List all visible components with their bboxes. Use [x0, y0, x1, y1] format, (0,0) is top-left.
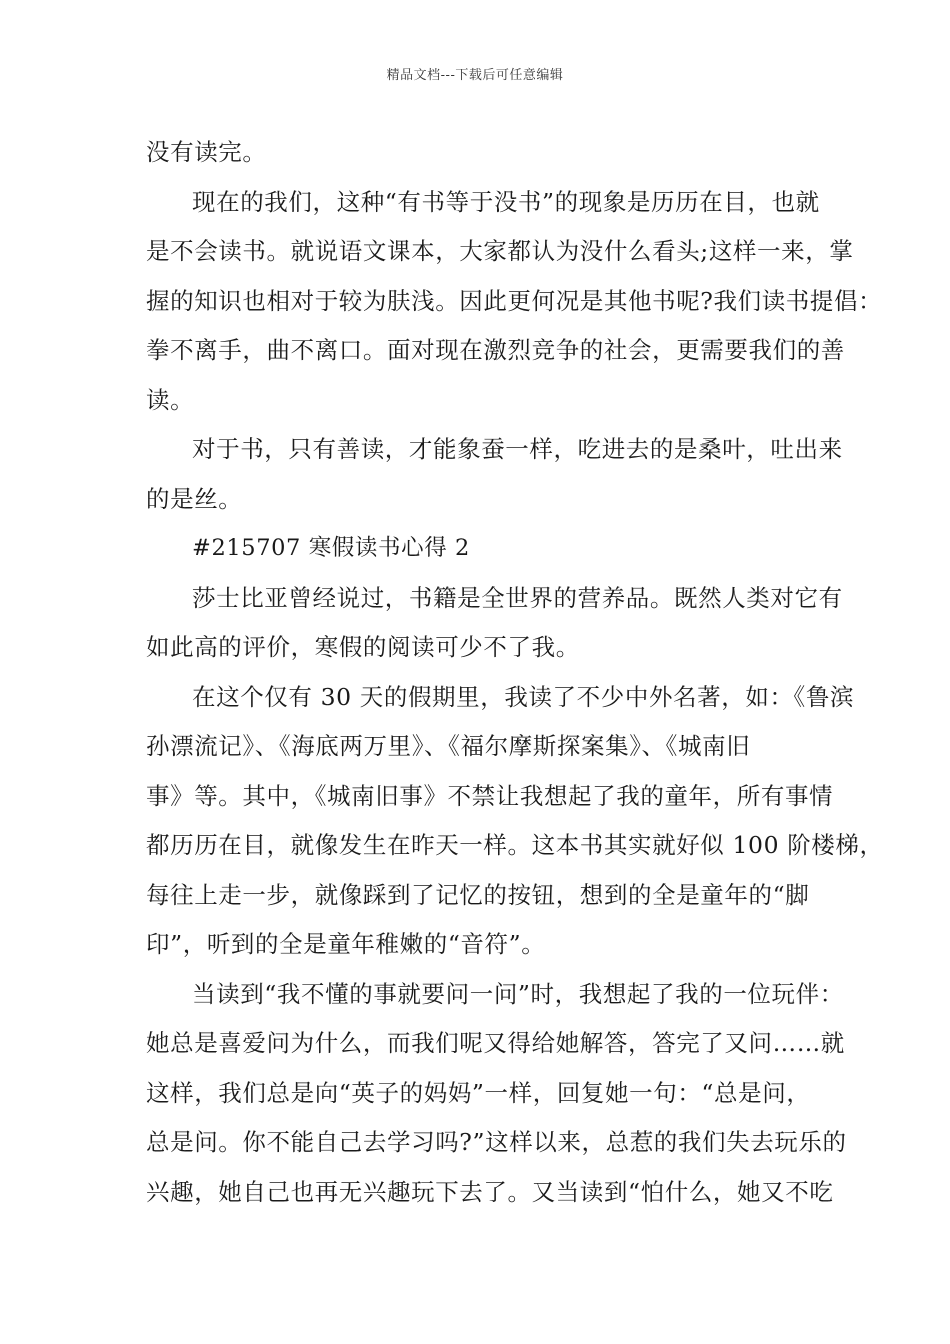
text-line: 这样，我们总是向“英子的妈妈”一样，回复她一句：“总是问，	[146, 1078, 811, 1107]
text-line: 事》等。其中，《城南旧事》不禁让我想起了我的童年，所有事情	[146, 781, 834, 810]
text-line: 总是问。你不能自己去学习吗?”这样以来，总惹的我们失去玩乐的	[146, 1128, 847, 1156]
text-line: 当读到“我不懂的事就要问一问”时，我想起了我的一位玩伴：	[192, 979, 844, 1008]
text-line: 如此高的评价，寒假的阅读可少不了我。	[146, 633, 580, 661]
text-line: 每往上走一步，就像踩到了记忆的按钮，想到的全是童年的“脚	[146, 880, 810, 909]
text-line: 兴趣，她自己也再无兴趣玩下去了。又当读到“怕什么，她又不吃	[146, 1177, 834, 1206]
text-line: 莎士比亚曾经说过，书籍是全世界的营养品。既然人类对它有	[192, 583, 843, 612]
text-line: 没有读完。	[146, 138, 267, 166]
text-line: 拳不离手，曲不离口。面对现在激烈竞争的社会，更需要我们的善	[146, 336, 845, 364]
text-line: 都历历在目，就像发生在昨天一样。这本书其实就好似 100 阶楼梯，	[146, 831, 884, 859]
text-line: 现在的我们，这种“有书等于没书”的现象是历历在目，也就	[192, 187, 820, 216]
page-header: 精品文档---下载后可任意编辑	[386, 68, 564, 83]
text-line: 孙漂流记》、《海底两万里》、《福尔摩斯探案集》、《城南旧	[146, 732, 751, 760]
text-line: 印”，听到的全是童年稚嫩的“音符”。	[146, 930, 546, 958]
text-line: 对于书，只有善读，才能象蚕一样，吃进去的是桑叶，吐出来	[192, 435, 843, 463]
text-line: 握的知识也相对于较为肤浅。因此更何况是其他书呢?我们读书提倡：	[146, 286, 883, 315]
text-line: 在这个仅有 30 天的假期里，我读了不少中外名著，如：《鲁滨	[192, 682, 855, 711]
text-line: 是不会读书。就说语文课本，大家都认为没什么看头;这样一来，掌	[146, 237, 854, 265]
section-heading: #215707 寒假读书心得 2	[192, 535, 470, 561]
text-line: 读。	[146, 385, 195, 414]
text-line: 的是丝。	[146, 484, 243, 513]
text-line: 她总是喜爱问为什么，而我们呢又得给她解答，答完了又问……就	[146, 1029, 845, 1057]
document-body	[146, 128, 884, 1217]
